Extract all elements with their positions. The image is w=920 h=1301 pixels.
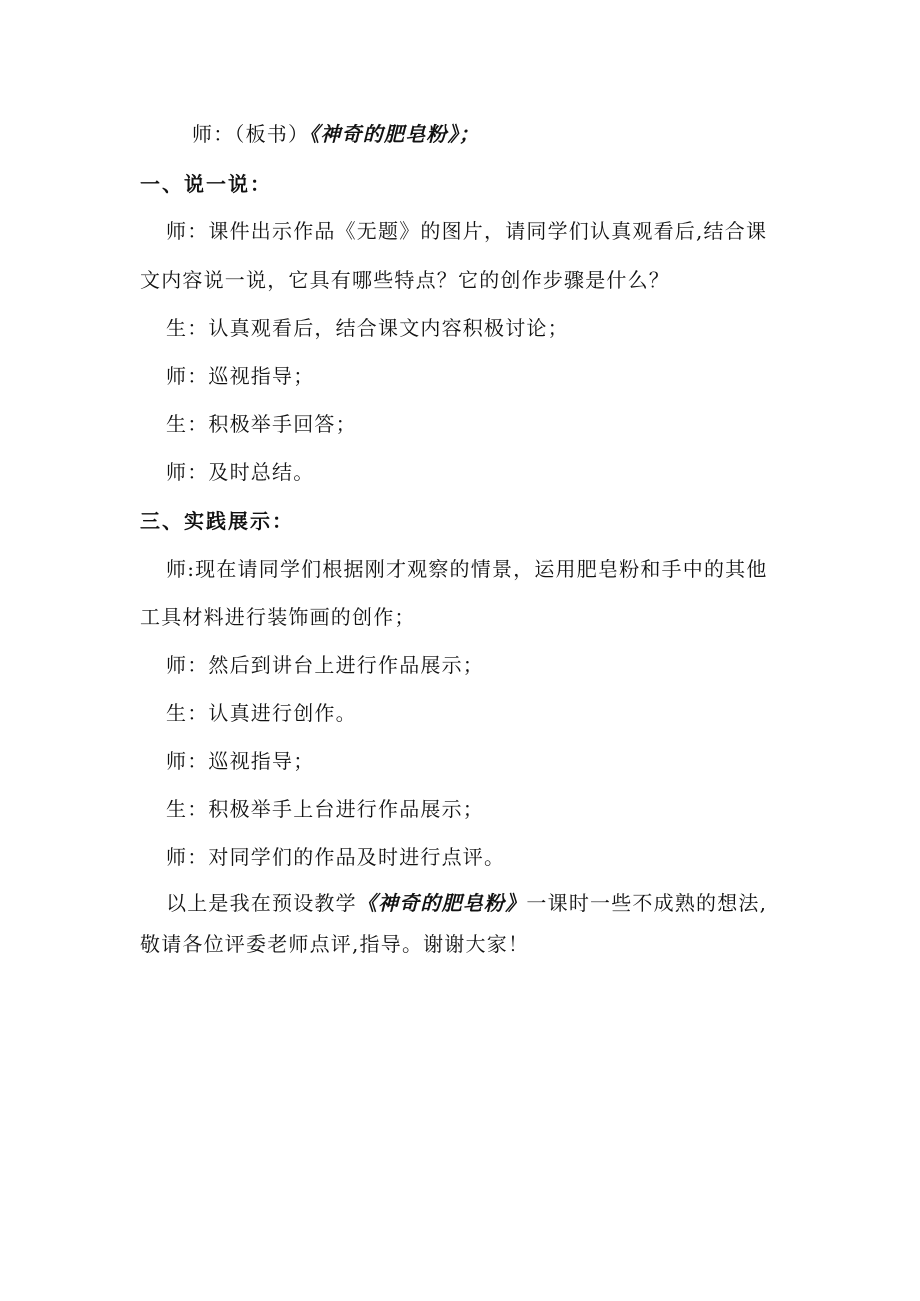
section-heading-practice: 三、实践展示： <box>140 509 294 533</box>
paragraph-line: 文内容说一说，它具有哪些特点？它的创作步骤是什么？ <box>140 268 670 292</box>
paragraph-line: 工具材料进行装饰画的创作； <box>140 605 416 629</box>
paragraph-line: 生：认真进行创作。 <box>166 701 357 725</box>
closing-line <box>166 890 767 916</box>
paragraph-line: 师：然后到讲台上进行作品展示； <box>166 653 484 677</box>
paragraph-line: 生：认真观看后，结合课文内容积极讨论； <box>166 316 569 340</box>
board-writing-prefix: 师：（板书） <box>192 122 310 146</box>
lesson-title: 《神奇的肥皂粉》 <box>309 122 459 146</box>
paragraph-line: 师：及时总结。 <box>166 460 315 484</box>
paragraph-line: 师：巡视指导； <box>166 749 315 773</box>
closing-lesson-title: 《神奇的肥皂粉》 <box>356 891 527 915</box>
closing-suffix: 一课时一些不成熟的想法, <box>526 891 768 915</box>
paragraph-line: 师：课件出示作品《无题》的图片，请同学们认真观看后,结合课 <box>166 219 768 243</box>
closing-line-2: 敬请各位评委老师点评,指导。谢谢大家！ <box>140 932 530 956</box>
paragraph-line: 师：巡视指导； <box>166 364 315 388</box>
paragraph-line: 生：积极举手回答； <box>166 412 357 436</box>
closing-prefix: 以上是我在预设教学 <box>166 891 357 915</box>
board-writing-suffix: ； <box>458 122 481 146</box>
paragraph-line: 师：对同学们的作品及时进行点评。 <box>166 845 506 869</box>
board-writing-line <box>192 121 480 147</box>
paragraph-line: 生：积极举手上台进行作品展示； <box>166 797 484 821</box>
paragraph-line: 师:现在请同学们根据刚才观察的情景，运用肥皂粉和手中的其他 <box>166 557 768 581</box>
section-heading-discuss: 一、说一说： <box>140 172 272 196</box>
